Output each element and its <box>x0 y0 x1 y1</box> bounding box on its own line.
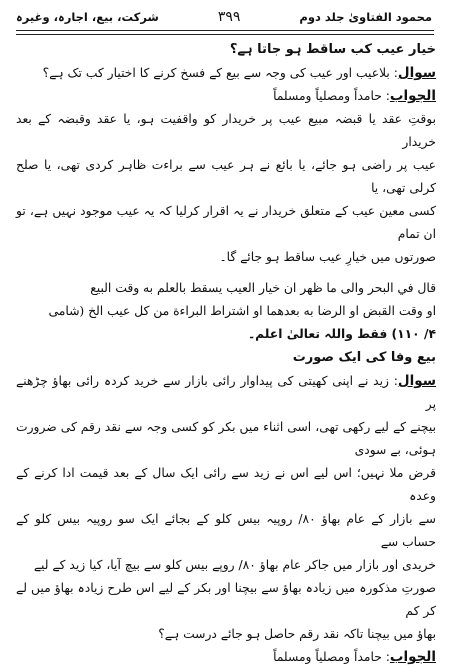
page-body <box>16 38 436 665</box>
question-line: خریدی اور بازار میں جاکر عام بھاؤ ۸۰/ روپے بیس کلو سے بیچ آیا، کیا زید کے لیے <box>33 558 436 572</box>
answer-line: بوقتِ عقد یا قبضہ مبیع عیب پر خریدار کو واقفیت ہو، یا عقد وقبضہ کے بعد خریدار <box>16 112 436 149</box>
answer-opening: : حامداً ومصلیاً ومسلماً <box>273 650 390 664</box>
answer-1-opening <box>16 85 436 108</box>
answer-2-opening <box>16 646 436 669</box>
page-number: ۳۹۹ <box>217 9 241 25</box>
question-label: سوال <box>397 373 436 389</box>
page-header <box>16 4 432 30</box>
question-line: قرض ملا نہیں؛ اس لیے اس نے زید سے رائی ایک سال کے بعد قیمت ادا کرنے کے وعدہ <box>16 466 436 503</box>
answer-label: الجواب <box>389 649 436 665</box>
question-line: بھاؤ میں بیچنا تاکہ نقد رقم حاصل ہو جائے درست ہے؟ <box>158 627 436 641</box>
answer-label: الجواب <box>389 88 436 104</box>
question-line: : زید نے اپنی کھیتی کی پیداوار رائی بازار سے خرید کردہ رائی بھاؤ چڑھنے پر <box>16 374 436 411</box>
header-rule-second <box>16 34 434 35</box>
section-title: شرکت، بیع، اجارہ، وغیرہ <box>16 10 159 24</box>
arabic-quote-line: او وقت القبض او الرضا به بعدهما او اشتراط البراءة من كل عيب الخ (شامی <box>48 304 436 318</box>
reference-and-closing: ۴/ ۱۱۰) فقط واللہ تعالیٰ اعلم۔ <box>247 327 436 341</box>
question-2-first-line <box>16 370 436 416</box>
book-title: محمود الفتاویٰ جلد دوم <box>299 10 432 24</box>
header-rule <box>16 30 434 31</box>
question-heading-1: خیار عیب کب ساقط ہو جاتا ہے؟ <box>229 42 436 57</box>
answer-line: عیب پر راضی ہو جائے، یا بائع نے ہر عیب سے براءت ظاہر کردی تھی، یا صلح کرلی تھی، یا <box>16 158 436 195</box>
answer-line: کسی معین عیب کے متعلق خریدار نے یہ اقرار کرلیا کہ یہ عیب موجود نہیں ہے، تو ان تمام <box>16 204 436 241</box>
question-text: : بلاعیب اور عیب کی وجہ سے بیع کے فسخ کرنے کا اختیار کب تک ہے؟ <box>42 66 398 80</box>
paragraph-gap <box>16 269 436 277</box>
question-label: سوال <box>397 65 436 81</box>
question-line: سے بازار کے عام بھاؤ ۸۰/ روپیہ بیس کلو کے بجائے ایک سو روپیہ بیس کلو کے حساب سے <box>16 512 436 549</box>
answer-line: صورتوں میں خیارِ عیب ساقط ہو جائے گا۔ <box>219 250 436 264</box>
question-1 <box>16 62 436 85</box>
question-line: بیچنے کے لیے رکھی تھی، اسی اثناء میں بکر کو کسی وجہ سے نقد رقم کی ضرورت ہوئی، بے سودی <box>16 420 436 457</box>
question-heading-2: بیع وفا کی ایک صورت <box>292 350 436 365</box>
question-line: صورتِ مذکورہ میں زیادہ بھاؤ سے بیچنا اور بکر کے لیے اس طرح زیادہ بھاؤ میں لے کر کم <box>16 581 436 618</box>
answer-opening: : حامداً ومصلیاً ومسلماً <box>273 89 390 103</box>
arabic-quote-line: قال في البحر والى ما ظهر ان خيار العيب يسقط بالعلم به وقت البيع <box>90 281 436 295</box>
